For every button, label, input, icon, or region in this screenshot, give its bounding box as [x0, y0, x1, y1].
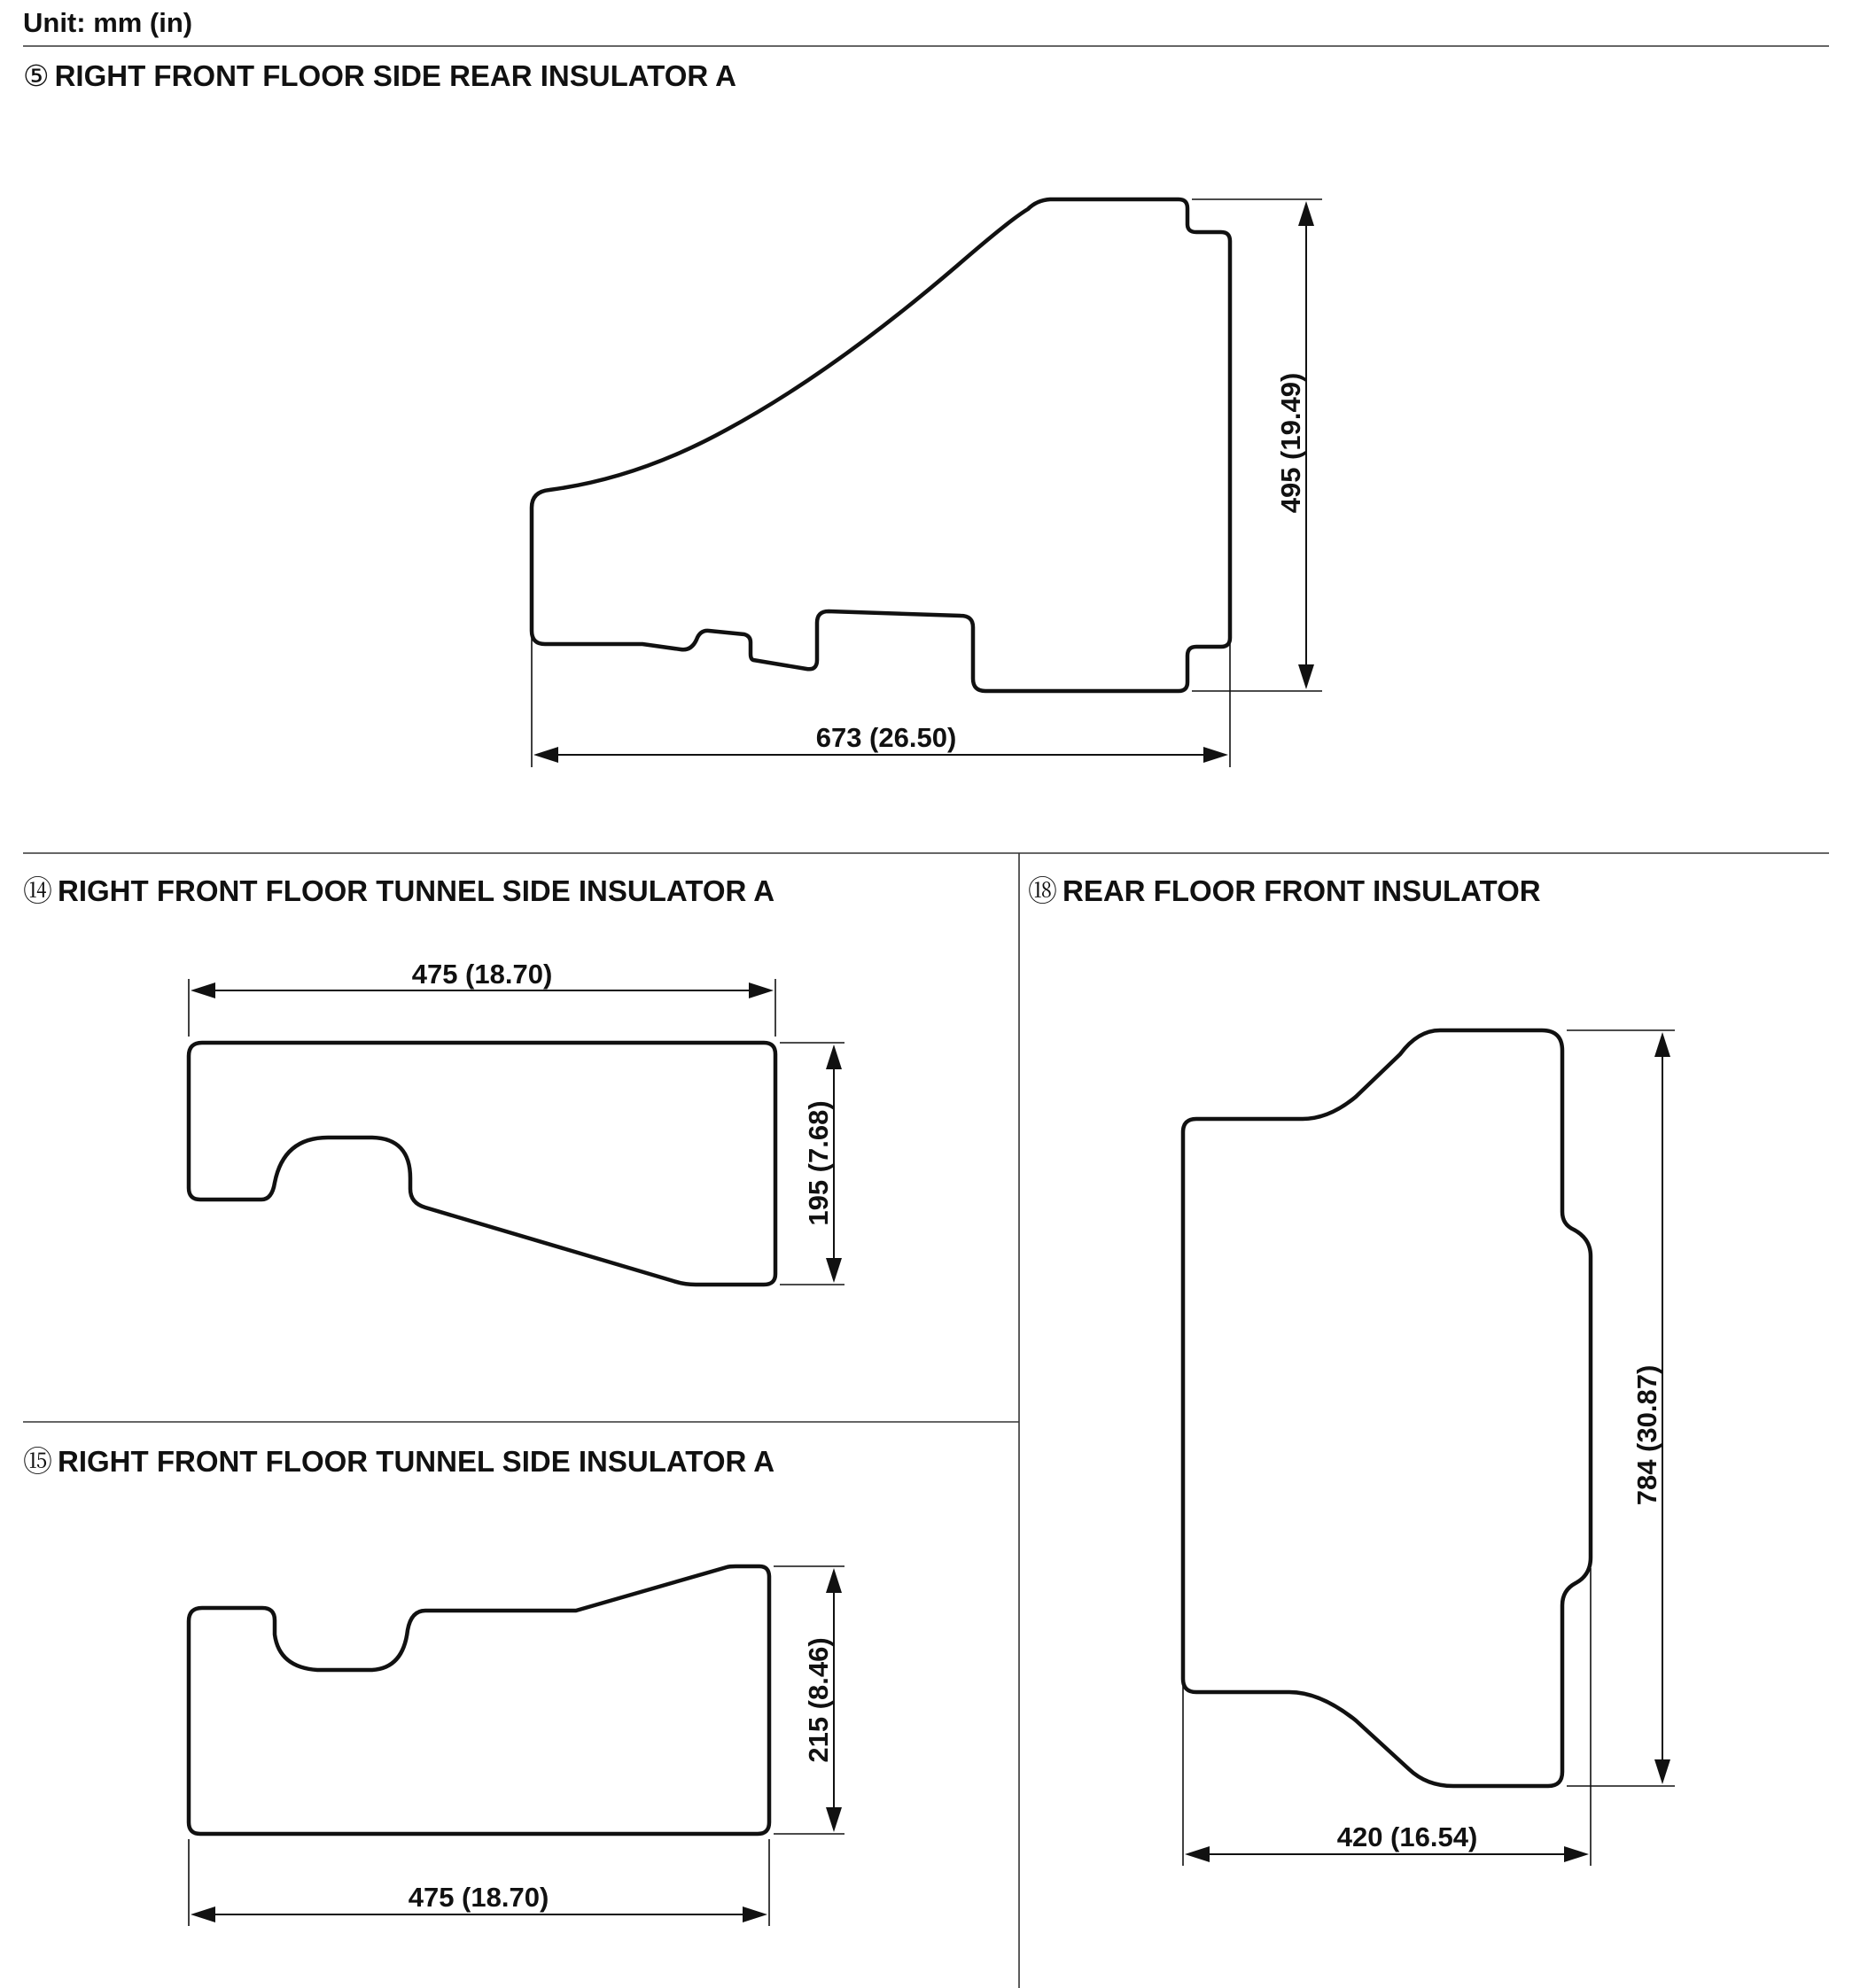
part-14-width-label: 475 (18.70) [411, 959, 553, 990]
part-18-width-arrow-left [1185, 1846, 1210, 1862]
part-5-number: ⑤ [23, 59, 50, 92]
part-14-drawing [189, 959, 844, 1285]
part-15-width-label: 475 (18.70) [408, 1882, 549, 1913]
part-15-outline [189, 1566, 769, 1834]
part-5-width-label: 673 (26.50) [815, 722, 957, 753]
part-18-outline [1183, 1030, 1591, 1786]
part-5-drawing [532, 199, 1322, 767]
part-14-height-arrow-top [826, 1044, 842, 1069]
part-5-width-arrow-left [533, 747, 558, 763]
part-18-height-arrow-top [1654, 1032, 1670, 1057]
part-18-name: REAR FLOOR FRONT INSULATOR [1062, 874, 1541, 907]
part-5-height-arrow-top [1298, 201, 1314, 226]
unit-label: Unit: mm (in) [23, 7, 193, 38]
part-5-name: RIGHT FRONT FLOOR SIDE REAR INSULATOR A [54, 59, 736, 92]
part-15-drawing [189, 1566, 844, 1926]
part-15-height-arrow-top [826, 1568, 842, 1593]
part-5-height-label: 495 (19.49) [1275, 372, 1306, 514]
part-14-width-arrow-right [749, 982, 774, 998]
part-18-height-arrow-bottom [1654, 1759, 1670, 1784]
part-5-height-arrow-bottom [1298, 664, 1314, 689]
part-15-name: RIGHT FRONT FLOOR TUNNEL SIDE INSULATOR A [58, 1445, 775, 1478]
part-15-height-label: 215 (8.46) [803, 1637, 834, 1763]
part-5-outline [532, 199, 1230, 691]
part-15-width-arrow-right [743, 1906, 767, 1922]
part-14-name: RIGHT FRONT FLOOR TUNNEL SIDE INSULATOR A [58, 874, 775, 907]
part-14-outline [189, 1043, 775, 1285]
part-14-number: ⑭ [23, 874, 52, 907]
part-14-height-arrow-bottom [826, 1258, 842, 1283]
part-18-width-label: 420 (16.54) [1336, 1821, 1478, 1852]
part-15-number: ⑮ [23, 1445, 52, 1478]
part-18-height-label: 784 (30.87) [1631, 1364, 1662, 1506]
part-18-drawing [1183, 1030, 1675, 1866]
part-18-width-arrow-right [1564, 1846, 1589, 1862]
part-18-number: ⑱ [1028, 874, 1057, 907]
part-15-height-arrow-bottom [826, 1807, 842, 1832]
part-5-width-arrow-right [1203, 747, 1228, 763]
part-14-width-arrow-left [191, 982, 215, 998]
part-15-width-arrow-left [191, 1906, 215, 1922]
part-14-height-label: 195 (7.68) [803, 1100, 834, 1226]
